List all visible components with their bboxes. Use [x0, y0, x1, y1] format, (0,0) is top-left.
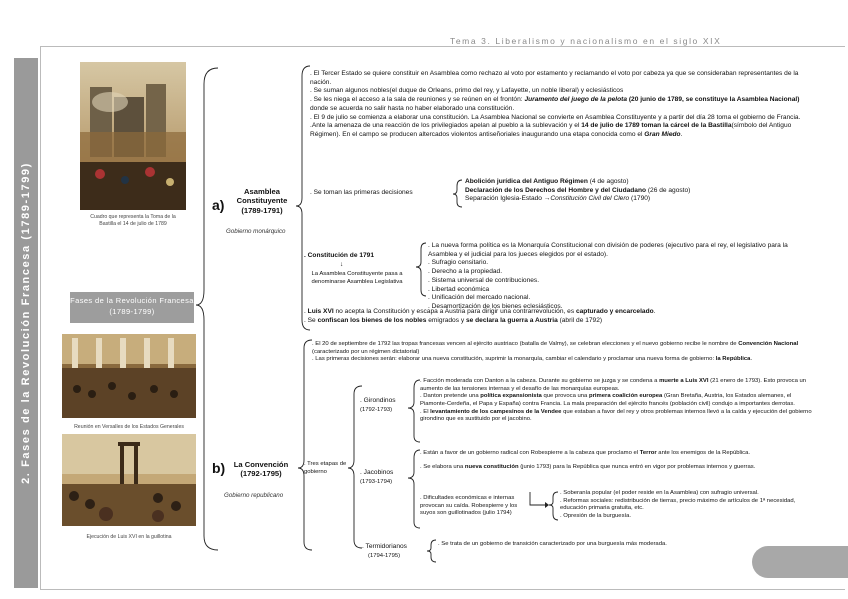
- a-decision-3: Separación Iglesia-Estado →Constitución Civil del Clero (1790): [465, 195, 651, 203]
- estates-general-painting: [62, 334, 196, 418]
- b-intro-list: [312, 341, 812, 364]
- section-b-letter: b): [212, 460, 226, 476]
- a-intro-2: . Se suman algunos nobles(el duque de Orleans, primo del rey, y Lafayette, un noble liberal) y eclesiásticos: [310, 87, 624, 95]
- b-intro-2: . Las primeras decisiones serán: elaborar una nueva constitución, suprimir la monarquía, cambiar el calendario y proclamar una nueva forma de gobierno: la República.: [312, 356, 753, 363]
- termidorianos-text: . Se trata de un gobierno de transición caracterizado por una burguesía más moderada.: [438, 541, 667, 547]
- section-a-title: Asamblea Constituyente (1789-1791): [236, 187, 288, 215]
- b-stages-label: . Tres etapas de gobierno: [304, 461, 347, 475]
- section-b-title: La Convención (1792-1795): [233, 460, 289, 479]
- jacobinos-constitution-item: . Reformas sociales: redistribución de tierras, precio máximo de artículos de 1ª necesidad, educación primaria gratuita, etc.: [560, 497, 796, 512]
- a-constitution-item: . Unificación del mercado nacional.: [428, 294, 531, 302]
- corner-badge: [752, 546, 848, 578]
- page-header: Tema 3. Liberalismo y nacionalismo en el siglo XIX: [450, 36, 722, 46]
- root-phases-box: Fases de la Revolución Francesa (1789-1799): [70, 292, 194, 323]
- jacobinos-item-2: . Se elabora una nueva constitución (junio 1793) para la República que nunca entró en vigor por problemas internos y guerras.: [420, 463, 756, 470]
- girondinos-item-3: . El levantamiento de los campesinos de la Vendee que estaban a favor del rey y otros problemas internos llevó a la caída y ejecución del gobierno girondino que es sustituido por el jacobino.: [420, 408, 812, 423]
- jacobinos-years: (1793-1794): [360, 479, 393, 485]
- a-closing-list: [304, 308, 814, 325]
- sidebar-title: 2. Fases de la Revolución Francesa (1789-1799): [20, 162, 32, 484]
- a-decisions-label: . Se toman las primeras decisiones: [310, 189, 413, 196]
- jacobinos-name: . Jacobinos: [360, 469, 394, 476]
- execution-painting: [62, 434, 196, 526]
- a-constitution-item: . Derecho a la propiedad.: [428, 268, 503, 276]
- jacobinos-list: [420, 450, 812, 471]
- a-constitution-note: La Asamblea Constituyente pasa a denominarse Asamblea Legislativa: [311, 271, 403, 285]
- a-constitution-list: [428, 242, 812, 312]
- a-intro-5: .Ante la amenaza de una reacción de los privilegiados apelan al pueblo a la sublevación y el 14 de julio de 1789 toman la cárcel de la Bastilla(símbolo del Antiguo Régimen). En el campo se producen altercados violentos antiseñoriales inaugurando una etapa conocida como el Gran Miedo.: [310, 122, 792, 138]
- jacobinos-constitution-list: [560, 490, 812, 521]
- a-decisions-list: [465, 178, 810, 204]
- jacobinos-problems: . Dificultades económicas e internas provocan su caída. Robespierre y los suyos son guillotinados (julio 1794): [420, 495, 518, 517]
- a-intro-4: . El 9 de julio se comienza a elaborar una constitución. La Asamblea Nacional se convierte en Asamblea Constituyente y a partir del día 28 toma el gobierno de Francia.: [310, 113, 801, 121]
- girondinos-item-1: . Facción moderada con Danton a la cabeza. Durante su gobierno se juzga y se condena a muerte a Luis XVI (21 enero de 1793). Esto provoca un aumento de las tensiones internas y el desafío de las monarquías europeas.: [420, 378, 807, 392]
- a-constitution-item: . Desamortización de los bienes eclesiásticos.: [428, 302, 563, 310]
- jacobinos-constitution-item: . Soberanía popular (el poder reside en la Asamblea) con sufragio universal.: [560, 490, 759, 496]
- jacobinos-item-1: . Están a favor de un gobierno radical con Robespierre a la cabeza que proclamo el Terror ante los enemigos de la República.: [420, 450, 750, 456]
- a-intro-3: . Se les niega el acceso a la sala de reuniones y se reúnen en el frontón: Juramento del juego de la pelota (20 junio de 1789, se constituye la Asamblea Nacional) donde se acuerda no salir hasta no haber elaborado una constitución.: [310, 96, 800, 112]
- girondinos-years: (1792-1793): [360, 407, 393, 413]
- a-constitution-item: . Sufragio censitario.: [428, 259, 489, 267]
- a-constitution-item: . Sistema universal de contribuciones.: [428, 276, 540, 284]
- a-closing-1: . Luis XVI no acepta la Constitución y escapa a Austria para dirigir una contrarrevolución, es capturado y encarcelado.: [304, 308, 656, 315]
- termidorianos-name: . Termidorianos: [362, 543, 407, 550]
- termidorianos-years: (1794-1795): [368, 553, 401, 559]
- b-intro-1: . El 20 de septiembre de 1792 las tropas francesas vencen al ejército austriaco (batalla de Valmy), se celebran elecciones y el nuevo gobierno recibe le nombre de Convención Nacional (caracterizado por un régimen dictatorial): [312, 341, 799, 355]
- girondinos-item-2: . Danton pretende una política expansionista que provoca una primera coalición europea (Gran Bretaña, Austria, los Estados alemanes, el Piamonte-Cerdeña, el Papa y España) contra Francia. La mala preparación del ejército francés (población civil) condujo a importantes derrotas.: [420, 393, 795, 408]
- section-b-subtitle: Gobierno republicano: [224, 492, 284, 499]
- bastille-caption: Cuadro que representa la Toma de la Bastilla el 14 de julio de 1789: [90, 214, 176, 227]
- execution-caption: Ejecución de Luis XVI en la guillotina: [86, 534, 172, 540]
- a-constitution-title: . Constitución de 1791: [304, 252, 374, 259]
- a-intro-list: [310, 70, 812, 140]
- estates-caption: Reunión en Versalles de los Estados Generales: [74, 424, 184, 430]
- girondinos-list: [420, 378, 812, 424]
- a-constitution-arrow: ↓: [340, 261, 344, 268]
- a-constitution-item: . La nueva forma política es la Monarquía Constitucional con división de poderes (ejecutivo para el rey, el legislativo para la Asamblea y el judicial para los jueces elegidos por el estado).: [428, 242, 788, 258]
- section-a-subtitle: Gobierno monárquico: [226, 228, 286, 235]
- a-constitution-item: . Libertad económica: [428, 285, 490, 293]
- a-constitution-label: [304, 252, 374, 261]
- girondinos-name: . Girondinos: [360, 397, 396, 404]
- a-decision-2: Declaración de los Derechos del Hombre y del Ciudadano (26 de agosto): [465, 186, 691, 194]
- a-intro-1: . El Tercer Estado se quiere constituir en Asamblea como rechazo al voto por estamento y reclamando el voto por cabeza ya que se consideraban representantes de la nación.: [310, 70, 799, 86]
- bastille-painting: [80, 62, 186, 210]
- a-closing-2: . Se confiscan los bienes de los nobles emigrados y se declara la guerra a Austria (abril de 1792): [304, 316, 603, 324]
- section-a-letter: a): [212, 197, 225, 213]
- a-decision-1: Abolición jurídica del Antiguo Régimen (4 de agosto): [465, 178, 629, 185]
- jacobinos-constitution-item: . Opresión de la burguesía.: [560, 513, 632, 520]
